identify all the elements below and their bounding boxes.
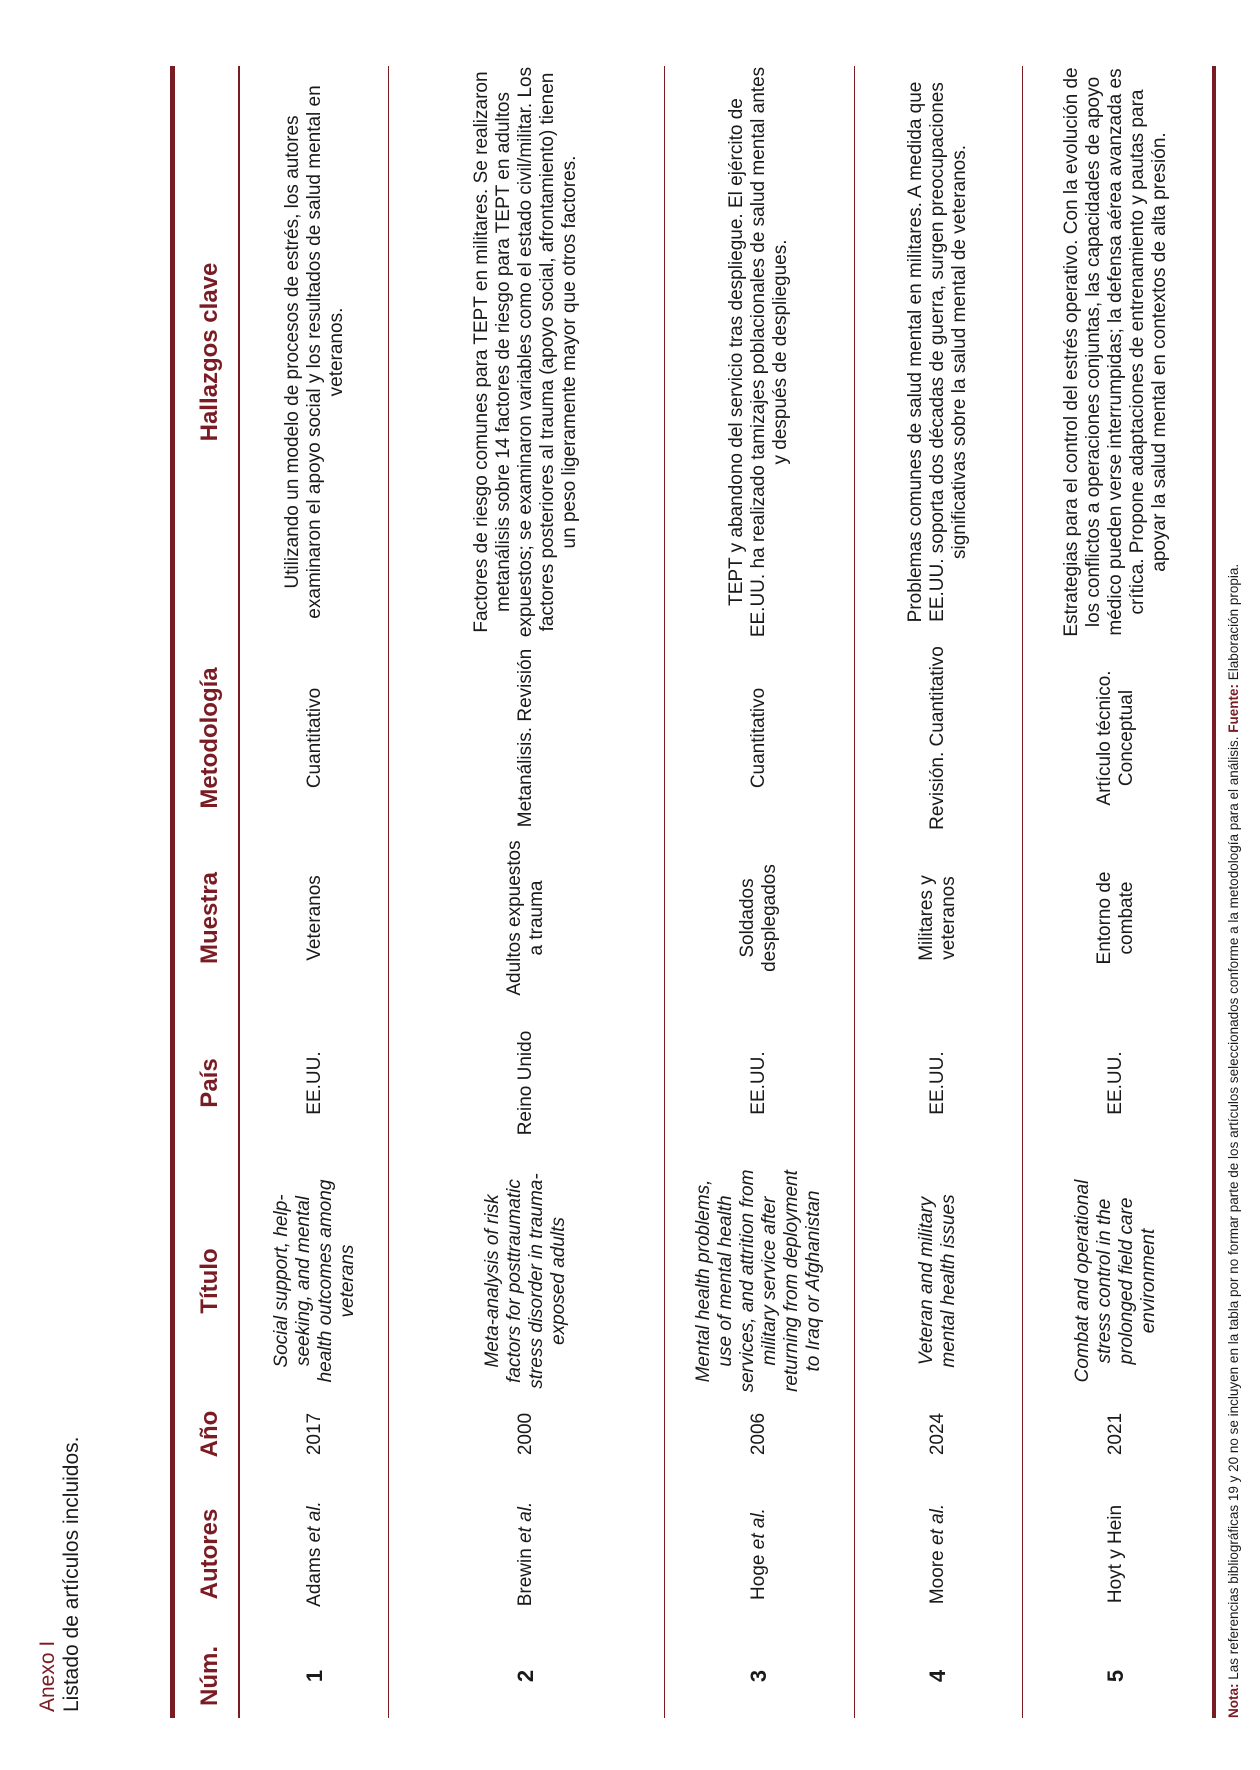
cell-titulo: Veteran and military mental health issues bbox=[916, 1194, 959, 1368]
cell-hallazgos: Problemas comunes de salud mental en militares. A medida que EE.UU. soporta dos décadas de guerra, surgen preocupaciones significativas sobre la salud mental de veteranos. bbox=[905, 81, 970, 623]
cell-autores bbox=[856, 1474, 1020, 1634]
cell-muestra: Adultos expuestos a trauma bbox=[504, 840, 547, 996]
cell-num: 5 bbox=[1103, 1669, 1128, 1683]
cell-metodologia: Revisión. Cuantitativo bbox=[927, 646, 948, 830]
header-anio: Año bbox=[196, 1410, 223, 1458]
header-rule bbox=[238, 66, 240, 1718]
top-rule bbox=[170, 66, 175, 1718]
row-divider bbox=[664, 66, 665, 1718]
cell-num: 3 bbox=[746, 1669, 771, 1683]
cell-metodologia: Metanálisis. Revisión bbox=[515, 648, 536, 828]
row-divider bbox=[1022, 66, 1023, 1718]
cell-autores bbox=[1024, 1474, 1208, 1634]
table-row bbox=[242, 66, 387, 1718]
header-metodologia: Metodología bbox=[196, 667, 223, 809]
author-etal: et al. bbox=[303, 1501, 325, 1548]
author-name: Hoyt y Hein bbox=[1105, 1504, 1126, 1604]
cell-autores bbox=[242, 1474, 387, 1634]
table-caption: Listado de artículos incluidos. bbox=[60, 1436, 83, 1712]
cell-anio: 2000 bbox=[515, 1412, 536, 1456]
author-name: Hoge bbox=[748, 1554, 769, 1600]
source-label: Fuente: bbox=[1226, 683, 1241, 733]
header-muestra: Muestra bbox=[196, 871, 223, 965]
cell-muestra: Entorno de combate bbox=[1094, 871, 1137, 965]
cell-pais: EE.UU. bbox=[748, 1051, 769, 1115]
cell-anio: 2021 bbox=[1105, 1412, 1126, 1456]
table-row bbox=[1024, 66, 1208, 1718]
row-divider bbox=[388, 66, 389, 1718]
cell-anio: 2006 bbox=[748, 1412, 769, 1456]
cell-autores bbox=[390, 1474, 662, 1634]
header-autores: Autores bbox=[196, 1508, 223, 1600]
author-name: Brewin bbox=[515, 1548, 536, 1607]
note-label: Nota: bbox=[1226, 1683, 1241, 1718]
cell-num: 2 bbox=[513, 1669, 538, 1683]
header-hallazgos: Hallazgos clave bbox=[196, 262, 223, 442]
cell-pais: EE.UU. bbox=[927, 1051, 948, 1115]
cell-pais: EE.UU. bbox=[1105, 1051, 1126, 1115]
author-name: Adams bbox=[303, 1547, 325, 1607]
cell-titulo: Meta-analysis of risk factors for posttraumatic stress disorder in trauma-exposed adults bbox=[482, 1173, 569, 1389]
cell-metodologia: Artículo técnico. Conceptual bbox=[1094, 670, 1137, 806]
cell-anio: 2024 bbox=[927, 1412, 948, 1456]
cell-hallazgos: Factores de riesgo comunes para TEPT en militares. Se realizaron metanálisis sobre 14 factores de riesgo para TEPT en adultos expuestos; se examinaron variables como el estado civil/militar. Los factores posteriores al trauma (apoyo social, afrontamiento) tienen un peso ligeramente mayor que otros factores. bbox=[471, 66, 580, 638]
author-name: Moore bbox=[927, 1550, 948, 1605]
cell-pais: Reino Unido bbox=[515, 1030, 536, 1136]
cell-autores bbox=[666, 1474, 852, 1634]
table-row bbox=[856, 66, 1020, 1718]
header-num: Núm. bbox=[196, 1646, 223, 1706]
table-note bbox=[1226, 564, 1241, 1718]
note-text: Las referencias bibliográficas 19 y 20 no se incluyen en la tabla por no formar parte de los artículos seleccionados conforme a la metodología para el análisis. bbox=[1226, 732, 1241, 1684]
author-etal: et al. bbox=[748, 1508, 769, 1555]
source-text: Elaboración propia. bbox=[1226, 563, 1241, 684]
header-titulo: Título bbox=[196, 1248, 223, 1314]
annex-label: Anexo I bbox=[36, 1640, 59, 1712]
cell-titulo: Combat and operational stress control in the prolonged field care environment bbox=[1072, 1179, 1159, 1383]
bottom-rule bbox=[1212, 66, 1216, 1718]
cell-pais: EE.UU. bbox=[303, 1051, 325, 1115]
cell-metodologia: Cuantitativo bbox=[303, 687, 325, 789]
cell-titulo: Social support, help-seeking, and mental health outcomes among veterans bbox=[270, 1179, 358, 1383]
cell-hallazgos: Estrategias para el control del estrés operativo. Con la evolución de los conflictos a operaciones conjuntas, las capacidades de apoyo médico pueden verse interrumpidas; la defensa aérea avanzada es crítica. Propone adaptaciones de entrenamiento y pautas para apoyar la salud mental en contextos de alta presión. bbox=[1061, 67, 1170, 637]
row-divider bbox=[854, 66, 855, 1718]
author-etal: et al. bbox=[515, 1501, 536, 1549]
cell-titulo: Mental health problems, use of mental health services, and attrition from military service after returning from deployment to Iraq or Afghanistan bbox=[693, 1169, 824, 1393]
author-etal: et al. bbox=[927, 1503, 948, 1551]
table-row bbox=[666, 66, 852, 1718]
cell-num: 4 bbox=[925, 1669, 950, 1683]
cell-anio: 2017 bbox=[303, 1412, 325, 1456]
header-pais: País bbox=[196, 1058, 223, 1108]
cell-muestra: Soldados desplegados bbox=[737, 864, 780, 972]
cell-metodologia: Cuantitativo bbox=[748, 687, 769, 789]
cell-hallazgos: TEPT y abandono del servicio tras despliegue. El ejército de EE.UU. ha realizado tamizajes poblacionales de salud mental antes y después de despliegues. bbox=[726, 66, 791, 638]
table-row bbox=[390, 66, 662, 1718]
cell-muestra: Veteranos bbox=[303, 875, 325, 961]
cell-num: 1 bbox=[301, 1669, 327, 1683]
cell-hallazgos: Utilizando un modelo de procesos de estrés, los autores examinaron el apoyo social y los resultados de salud mental en veteranos. bbox=[281, 85, 347, 619]
cell-muestra: Militares y veteranos bbox=[916, 875, 959, 961]
